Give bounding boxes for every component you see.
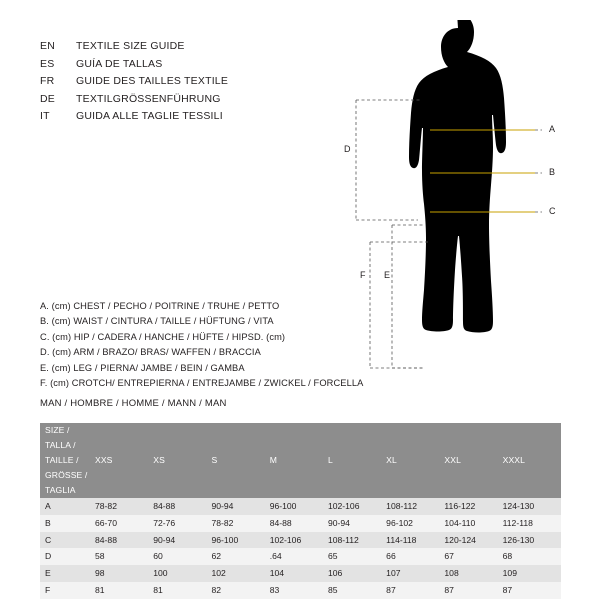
- cell: 98: [95, 565, 153, 582]
- table-header-xl: XL: [386, 423, 444, 498]
- cell: 83: [270, 582, 328, 599]
- cell: 66: [386, 548, 444, 565]
- legend-item-c: C. (cm) HIP / CADERA / HANCHE / HÜFTE / HIPSD. (cm): [40, 331, 286, 342]
- language-row: [40, 73, 228, 91]
- table-row: [40, 565, 561, 582]
- row-label: F: [40, 582, 95, 599]
- cell: 126-130: [503, 532, 561, 549]
- cell: 96-100: [270, 498, 328, 515]
- cell: 90-94: [153, 532, 211, 549]
- table-header-xxl: XXL: [444, 423, 502, 498]
- row-label: B: [40, 515, 95, 532]
- table-header-row: [40, 423, 561, 498]
- cell: 87: [503, 582, 561, 599]
- cell: 67: [444, 548, 502, 565]
- callout-label-e: E: [384, 270, 391, 280]
- cell: 102-106: [328, 498, 386, 515]
- language-title: GUÍA DE TALLAS: [76, 57, 163, 70]
- cell: 81: [153, 582, 211, 599]
- cell: 114-118: [386, 532, 444, 549]
- legend-item-b: B. (cm) WAIST / CINTURA / TAILLE / HÜFTUNG / VITA: [40, 316, 274, 327]
- cell: 108-112: [386, 498, 444, 515]
- cell: 84-88: [270, 515, 328, 532]
- language-code: EN: [40, 40, 55, 52]
- legend-item-a: A. (cm) CHEST / PECHO / POITRINE / TRUHE / PETTO: [40, 301, 280, 311]
- table-row: [40, 498, 561, 515]
- legend-item-d: D. (cm) ARM / BRAZO/ BRAS/ WAFFEN / BRACCIA: [40, 347, 261, 358]
- cell: .64: [270, 548, 328, 565]
- language-row: [40, 108, 228, 126]
- cell: 72-76: [153, 515, 211, 532]
- language-code: IT: [40, 110, 50, 123]
- table-row: [40, 548, 561, 565]
- row-label: D: [40, 548, 95, 565]
- cell: 106: [328, 565, 386, 582]
- cell: 107: [386, 565, 444, 582]
- legend-item-e: E. (cm) LEG / PIERNA/ JAMBE / BEIN / GAMBA: [40, 362, 245, 373]
- language-title: GUIDA ALLE TAGLIE TESSILI: [76, 110, 223, 123]
- man-silhouette-icon: [409, 20, 506, 333]
- cell: 78-82: [211, 515, 269, 532]
- cell: 100: [153, 565, 211, 582]
- table-header-s: S: [211, 423, 269, 498]
- cell: 108: [444, 565, 502, 582]
- cell: 84-88: [153, 498, 211, 515]
- cell: 104: [270, 565, 328, 582]
- table-row: [40, 515, 561, 532]
- cell: 96-102: [386, 515, 444, 532]
- callout-label-f: F: [360, 270, 366, 280]
- table-header-m: M: [270, 423, 328, 498]
- silhouette-diagram: [330, 20, 580, 390]
- cell: 68: [503, 548, 561, 565]
- language-code: ES: [40, 57, 55, 70]
- callout-label-d: D: [344, 144, 351, 154]
- cell: 87: [386, 582, 444, 599]
- language-row: [40, 56, 228, 74]
- cell: 102: [211, 565, 269, 582]
- cell: 78-82: [95, 498, 153, 515]
- size-table: [40, 423, 561, 599]
- cell: 90-94: [328, 515, 386, 532]
- cell: 81: [95, 582, 153, 599]
- cell: 58: [95, 548, 153, 565]
- cell: 112-118: [503, 515, 561, 532]
- language-row: [40, 38, 228, 56]
- row-label: C: [40, 532, 95, 549]
- cell: 120-124: [444, 532, 502, 549]
- cell: 116-122: [444, 498, 502, 515]
- cell: 66-70: [95, 515, 153, 532]
- table-header-xxs: XXS: [95, 423, 153, 498]
- table-header-size: SIZE / TALLA / TAILLE / GRÖSSE / TAGLIA: [40, 423, 95, 498]
- row-label: E: [40, 565, 95, 582]
- table-header-xxxl: XXXL: [503, 423, 561, 498]
- cell: 109: [503, 565, 561, 582]
- language-row: [40, 91, 228, 109]
- callout-label-c: C: [549, 206, 556, 216]
- cell: 124-130: [503, 498, 561, 515]
- cell: 82: [211, 582, 269, 599]
- table-header-l: L: [328, 423, 386, 498]
- cell: 84-88: [95, 532, 153, 549]
- cell: 60: [153, 548, 211, 565]
- row-label: A: [40, 498, 95, 515]
- language-title: TEXTILE SIZE GUIDE: [76, 40, 185, 52]
- measurement-legend: [40, 299, 363, 391]
- language-code: DE: [40, 92, 55, 105]
- table-row: [40, 532, 561, 549]
- cell: 87: [444, 582, 502, 599]
- audience-line: MAN / HOMBRE / HOMME / MANN / MAN: [40, 398, 227, 409]
- language-title-block: [40, 38, 228, 126]
- cell: 104-110: [444, 515, 502, 532]
- language-title: TEXTILGRÖSSENFÜHRUNG: [76, 92, 221, 105]
- table-header-xs: XS: [153, 423, 211, 498]
- cell: 108-112: [328, 532, 386, 549]
- callout-label-a: A: [549, 124, 556, 134]
- table-row: [40, 582, 561, 599]
- cell: 65: [328, 548, 386, 565]
- callout-label-b: B: [549, 167, 556, 177]
- legend-item-f: F. (cm) CROTCH/ ENTREPIERNA / ENTREJAMBE / ZWICKEL / FORCELLA: [40, 378, 364, 389]
- cell: 102-106: [270, 532, 328, 549]
- language-title: GUIDE DES TAILLES TEXTILE: [76, 75, 229, 88]
- cell: 96-100: [211, 532, 269, 549]
- cell: 90-94: [211, 498, 269, 515]
- language-code: FR: [40, 75, 55, 88]
- cell: 62: [211, 548, 269, 565]
- cell: 85: [328, 582, 386, 599]
- body-measurement-figure: [330, 20, 580, 390]
